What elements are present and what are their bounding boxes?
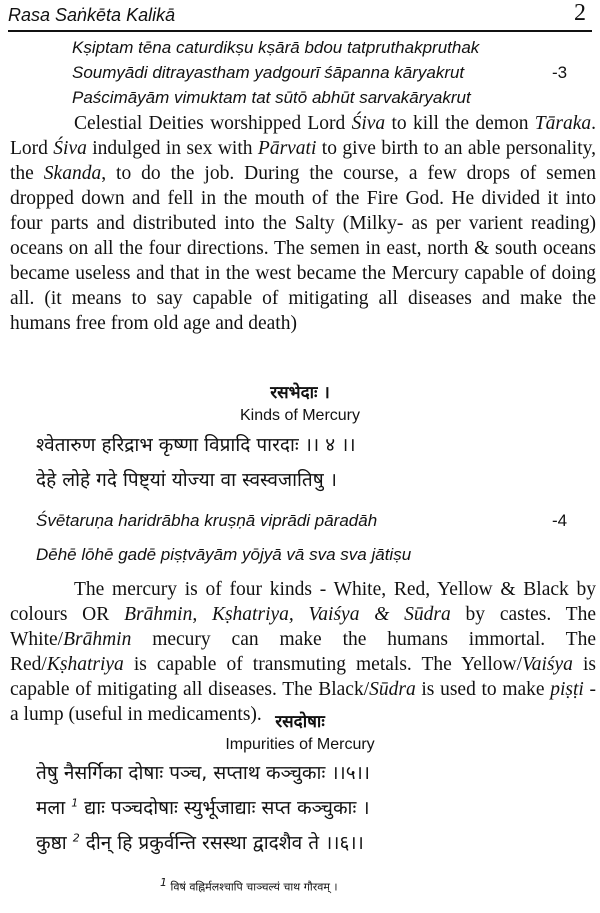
running-title: Rasa Saṅkēta Kalikā	[8, 5, 176, 25]
footnote: 1 विषं वह्निर्मलश्चापि चाञ्चल्यं चाथ गौरवम् ।	[160, 876, 338, 894]
sanskrit-verse-line: श्वेतारुण हरिद्राभ कृष्णा विप्रादि पारदाः ।। ४ ।।	[36, 434, 356, 456]
term-sudra: Sūdra	[369, 679, 416, 700]
term-siva: Śiva	[351, 113, 386, 134]
verse-line: Śvētaruṇa haridrābha kruṣṇā viprādi pāradāh	[36, 511, 378, 530]
term-siva: Śiva	[53, 138, 87, 159]
term-taraka: Tāraka	[534, 113, 592, 134]
term-skanda: Skanda	[43, 163, 102, 184]
sanskrit-verse-line: मला $^1$ द्याः पञ्चदोषाः स्युर्भूजाद्याः सप्त कञ्चुकाः ।	[36, 796, 370, 819]
verse-line: Dēhē lōhē gadē piṣṭvāyām yōjyā vā sva sva jātiṣu	[36, 545, 412, 564]
page-number: 2	[574, 0, 586, 26]
verse-number: -4	[552, 511, 568, 530]
footnote-marker: 1	[160, 876, 167, 889]
section-heading-sanskrit: रसदोषाः	[275, 712, 325, 732]
term-parvati: Pārvati	[257, 138, 317, 159]
footnote-marker: 1	[71, 796, 79, 810]
term-pisti: piṣṭi	[550, 679, 584, 700]
page-header	[8, 0, 592, 32]
section-heading-english: Impurities of Mercury	[225, 736, 375, 753]
verse-line: Paścimāyām vimuktam tat sūtō abhūt sarvakāryakrut	[72, 88, 471, 107]
term-brahmin: Brāhmin	[63, 629, 132, 650]
verse-line: Soumyādi ditrayastham yadgourī śāpanna kāryakrut	[72, 63, 465, 82]
verse-number: -3	[552, 63, 568, 82]
section-heading-sanskrit: रसभेदाः ।	[270, 383, 330, 403]
term-kshatriya: Kṣhatriya	[46, 654, 124, 675]
verse-line: Kṣiptam tēna caturdikṣu kṣārā bdou tatpruthakpruthak	[72, 38, 480, 57]
term-castes: Brāhmin, Kṣhatriya, Vaiśya & Sūdra	[124, 604, 451, 625]
footnote-marker: 2	[72, 831, 80, 845]
term-vaisya: Vaiśya	[522, 654, 573, 675]
sanskrit-verse-line: कुष्ठा $^2$ दीन् हि प्रकुर्वन्ति रसस्था द्वादशैव ते ।।६।।	[36, 831, 364, 854]
sanskrit-verse-line: देहे लोहे गदे पिष्ट्यां योज्या वा स्वस्वजातिषु ।	[36, 469, 337, 491]
paragraph-kinds-of-mercury: The mercury is of four kinds - White, Red, Yellow & Black by colours OR Brāhmin, Kṣhatriya, Vaiśya & Sūdra by castes. The White/Brāhmin mecury can make the humans immortal. The Red/Kṣhatriya is capable of transmuting metals. The Yellow/Vaiśya is capable of mitigating all diseases. The Black/Sūdra is used to make piṣṭi - a lump (useful in medicaments).	[10, 579, 596, 725]
section-heading-english: Kinds of Mercury	[239, 407, 361, 424]
paragraph-celestial-deities: Celestial Deities worshipped Lord Śiva to kill the demon Tāraka. Lord Śiva indulged in sex with Pārvati to give birth to an able personality, the Skanda, to do the job. During the course, a few drops of semen dropped down and fell in the mouth of the Fire God. He divided it into four parts and distributed into the Salty (Milky- as per varient reading) oceans on all the four directions. The semen in east, north & south oceans became useless and that in the west became the Mercury capable of doing all. (it means to say capable of mitigating all diseases and make the humans free from old age and death)	[10, 113, 597, 334]
sanskrit-verse-line: तेषु नैसर्गिका दोषाः पञ्च, सप्ताथ कञ्चुकाः ।।५।।	[36, 762, 371, 784]
